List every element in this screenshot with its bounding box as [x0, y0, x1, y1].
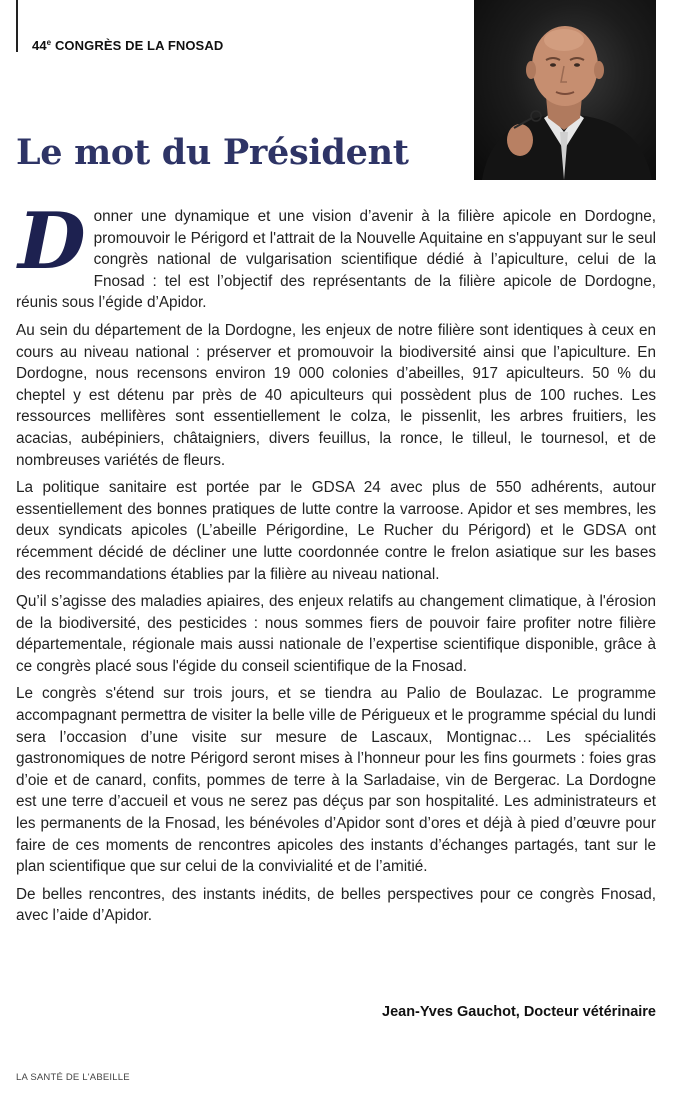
- article-paragraph: Au sein du département de la Dordogne, les enjeux de notre filière sont identiques à ceux en cours au niveau national : préserver et promouvoir la biodiversité ainsi que l’apiculture. En Dordogne, nous recensons environ 19 000 colonies d’abeilles, 917 apiculteurs. 50 % du cheptel y est détenu par près de 40 apiculteurs qui possèdent plus de 100 ruches. Les ressources mellifères sont essentiellement le colza, le pissenlit, les arbres fruitiers, les acacias, aubépiniers, châtaigniers, divers feuillus, la ronce, le tilleul, le tournesol, et de nombreuses variétés de fleurs.: [16, 321, 656, 469]
- page-title: Le mot du Président: [16, 132, 409, 173]
- article-paragraph: [16, 196, 656, 314]
- drop-cap: D: [18, 196, 86, 287]
- publication-footer: LA SANTÉ DE L'ABEILLE: [16, 1072, 130, 1083]
- president-portrait: [474, 0, 656, 180]
- portrait-illustration: [474, 0, 656, 180]
- article-paragraph: De belles rencontres, des instants inédits, de belles perspectives pour ce congrès Fnosad, avec l’aide d’Apidor.: [16, 885, 656, 925]
- section-kicker: [32, 38, 223, 53]
- article-body: [16, 196, 656, 933]
- vertical-rule: [16, 0, 18, 52]
- article-paragraph: Le congrès s'étend sur trois jours, et se tiendra au Palio de Boulazac. Le programme accompagnant permettra de visiter la belle ville de Périgueux et le programme spécial du lundi sera l’occasion d’une visite sur mesure de Lascaux, Montignac… Les spécialités gastronomiques de notre Périgord seront mises à l’honneur pour les fins gourmets : foies gras d’oie et de canard, confits, pommes de terre à la Sarladaise, vin de Bergerac. La Dordogne est une terre d’accueil et vous ne serez pas déçus par son hospitalité. Les administrateurs et les permanents de la Fnosad, les bénévoles d’Apidor sont d’ores et déjà à pied d’œuvre pour faire de ces moments de rencontres apicoles des instants d’échanges partagés, tant sur le plan scientifique que sur celui de la convivialité et de l’amitié.: [16, 685, 656, 876]
- kicker-ordinal: e: [46, 38, 52, 47]
- kicker-number: 44: [32, 38, 47, 53]
- kicker-text: CONGRÈS DE LA FNOSAD: [51, 38, 224, 53]
- article-paragraph: La politique sanitaire est portée par le GDSA 24 avec plus de 550 adhérents, autour essentiellement des bonnes pratiques de lutte contre la varroose. Apidor et ses membres, les deux syndicats apicoles (L’abeille Périgordine, Le Rucher du Périgord) et le GDSA ont récemment décidé de décliner une lutte coordonnée contre le frelon asiatique sur les bases des recommandations établies par la filière au niveau national.: [16, 479, 656, 583]
- paragraph-text: onner une dynamique et une vision d’avenir à la filière apicole en Dordogne, promouvoir le Périgord et l'attrait de la Nouvelle Aquitaine en s'appuyant sur le seul congrès national de vulgarisation scientifique dédié à l’apiculture, celui de la Fnosad : tel est l’objectif des représentants de la filière apicole de Dordogne, réunis sous l’égide d’Apidor.: [16, 208, 656, 312]
- author-signature: Jean-Yves Gauchot, Docteur vétérinaire: [382, 1004, 656, 1020]
- article-paragraph: Qu’il s’agisse des maladies apiaires, des enjeux relatifs au changement climatique, à l'érosion de la biodiversité, des pesticides : nous sommes fiers de pouvoir faire profiter notre filière départementale, régionale mais aussi nationale de l’expertise scientifique disponible, grâce à ce congrès placé sous l'égide du conseil scientifique de la Fnosad.: [16, 593, 656, 675]
